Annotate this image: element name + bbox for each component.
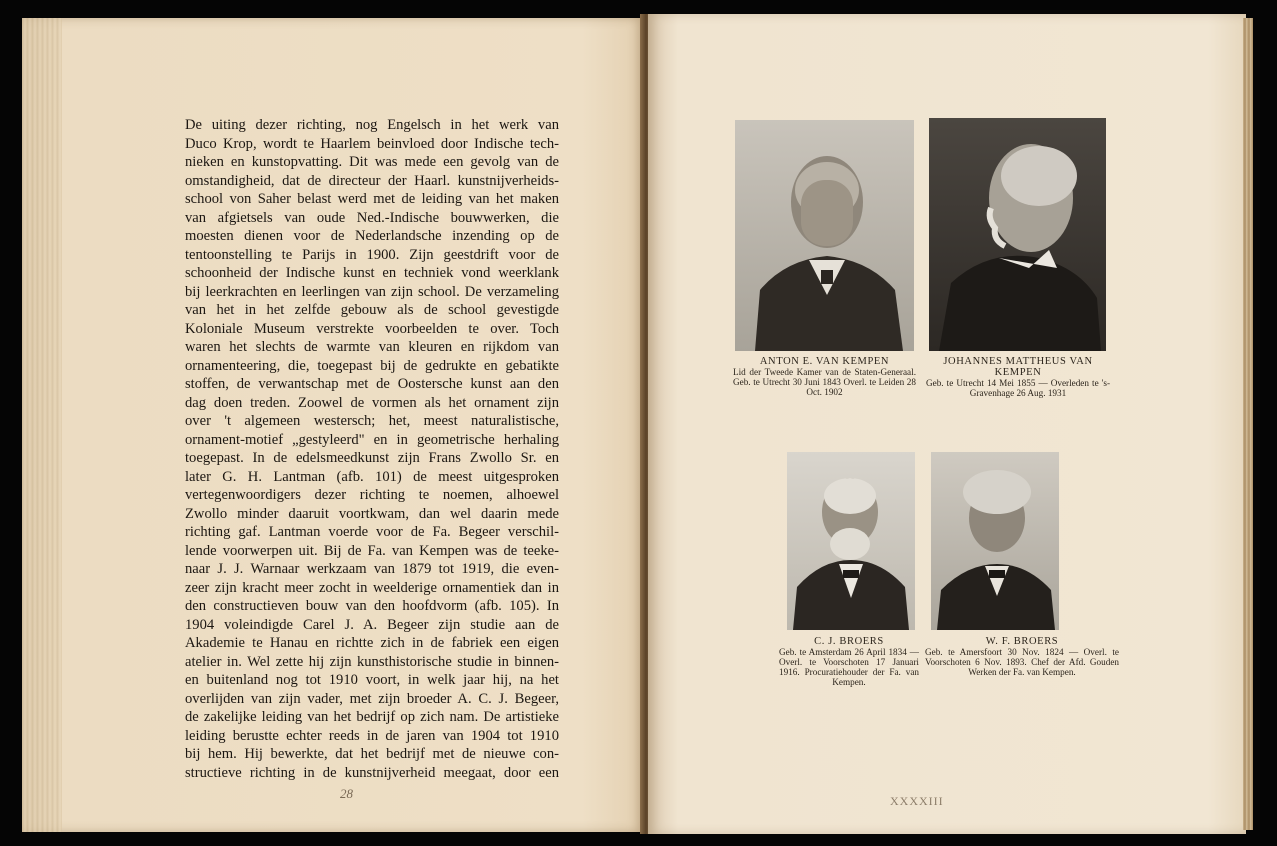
text-line: atelier in. Wel zette hij zijn kunsthistorische studie in binnen- <box>185 653 559 670</box>
text-line: tentoonstelling te Parijs in 1900. Zijn geestdrift voor de <box>185 246 559 263</box>
portrait-caption-wf-broers <box>925 636 1119 677</box>
portrait-photo-johannes-van-kempen <box>929 118 1106 351</box>
text-line: nieken en kunstopvatting. Dit was mede een gevolg van de <box>185 154 559 170</box>
text-line: vertegenwoordigers dezer richting te noemen, alhoewel <box>185 487 559 503</box>
text-line: ornamenteering, die, toegepast bij de gedrukte en gebatikte <box>185 357 559 374</box>
text-line: Duco Krop, wordt te Haarlem beinvloed door Indische tech- <box>185 135 559 152</box>
portrait-name: JOHANNES MATTHEUS VAN KEMPEN <box>943 356 1093 378</box>
text-line: en buitenland nog tot 1910 voort, in welk jaar hij, na het <box>185 672 559 688</box>
text-line: de zakelijke leiding van het bedrijf op zich nam. De artistieke <box>185 709 559 725</box>
portrait-name: W. F. BROERS <box>985 636 1059 647</box>
text-line: over 't algemeen westersch; het, meest naturalistische, <box>185 413 559 429</box>
text-line: bij leerkrachten en leerlingen van zijn school. De verzameling <box>185 283 559 300</box>
text-line: Akademie te Hanau en richtte zich in de fabriek een eigen <box>185 635 559 651</box>
portrait-name: C. J. BROERS <box>814 636 884 647</box>
text-line: richting gaf. Lantman voerde voor de Fa. Begeer verschil- <box>185 524 559 540</box>
portrait-name: ANTON E. VAN KEMPEN <box>759 356 890 367</box>
text-line: schoonheid der Indische kunst en techniek vond weerklank <box>185 265 559 281</box>
left-page-edge <box>22 18 62 832</box>
text-line: leiding berustte echter reeds in de jaren van 1904 tot 1910 <box>185 727 559 744</box>
text-line: structieve richting in de kunstnijverheid meegaat, door een <box>185 764 559 781</box>
text-line: school von Saher belast werd met de leiding van het maken <box>185 191 559 207</box>
portrait-caption-cj-broers <box>779 636 919 687</box>
text-line: moesten dienen voor de Nederlandsche inzending op de <box>185 228 559 244</box>
text-line: van het in het zelfde gebouw als de school gevestigde <box>185 302 559 318</box>
portrait-description: Geb. te Amersfoort 30 Nov. 1824 — Overl. te Voorschoten 6 Nov. 1893. Chef der Afd. Gouden Werken der Fa. van Kempen. <box>925 647 1119 677</box>
text-line: zeer zijn kracht meer zocht in weelderige ornamentiek dan in <box>185 579 559 596</box>
text-line: ornament-motief „gestyleerd" en in geometrische herhaling <box>185 431 559 448</box>
portrait-photo-wf-broers <box>931 452 1059 630</box>
text-line: De uiting dezer richting, nog Engelsch in het werk van <box>185 117 559 133</box>
text-line: van afgietsels van oude Ned.-Indische bouwwerken, die <box>185 209 559 226</box>
body-text <box>185 116 559 782</box>
text-line: later G. H. Lantman (afb. 101) de meest uitgesproken <box>185 468 559 485</box>
text-line: overlijden van zijn vader, met zijn broeder A. C. J. Begeer, <box>185 690 559 707</box>
portrait-description: Lid der Tweede Kamer van de Staten-Generaal. Geb. te Utrecht 30 Juni 1843 Overl. te Leiden 28 Oct. 1902 <box>733 367 916 397</box>
portrait-photo-cj-broers <box>787 452 915 630</box>
page-number-left: 28 <box>340 786 353 801</box>
portrait-description: Geb. te Utrecht 14 Mei 1855 — Overleden te 's-Gravenhage 26 Aug. 1931 <box>926 378 1110 398</box>
text-line: Zwollo minder daaruit voortkwam, dan wel daarin mede <box>185 505 559 522</box>
text-line: Koloniale Museum verstrekte voorbeelden te over. Toch <box>185 320 559 337</box>
text-line: toegepast. In de edelsmeedkunst zijn Frans Zwollo Sr. en <box>185 450 559 466</box>
text-line: lende voorwerpen uit. Bij de Fa. van Kempen was de teeke- <box>185 542 559 559</box>
text-line: omstandigheid, dat de directeur der Haarl. kunstnijverheids- <box>185 172 559 189</box>
text-line: bij hem. Hij bewerkte, dat het bedrijf met de nieuwe con- <box>185 746 559 762</box>
text-line: waren het slechts de warmte van kleuren en rijkdom van <box>185 339 559 355</box>
text-line: dag doen treden. Zoowel de vormen als het ornament zijn <box>185 394 559 411</box>
text-line: naar J. J. Warnaar werkzaam van 1879 tot 1919, die even- <box>185 561 559 577</box>
portrait-caption-johannes-van-kempen <box>926 356 1110 398</box>
text-line: den constructieven bouw van den hoofdvorm (afb. 105). In <box>185 598 559 614</box>
right-page-edge <box>1243 18 1253 830</box>
portrait-caption-anton-van-kempen <box>733 356 916 397</box>
page-number-right: XXXXIII <box>890 794 944 808</box>
text-line: stoffen, de verwantschap met de Oostersche kunst aan den <box>185 376 559 392</box>
portrait-description: Geb. te Amsterdam 26 April 1834 — Overl. te Voorschoten 17 Januari 1916. Procuratiehouder der Fa. van Kempen. <box>779 647 919 687</box>
portrait-photo-anton-van-kempen <box>735 120 914 351</box>
text-line: 1904 voleindigde Carel J. A. Begeer zijn studie aan de <box>185 616 559 633</box>
